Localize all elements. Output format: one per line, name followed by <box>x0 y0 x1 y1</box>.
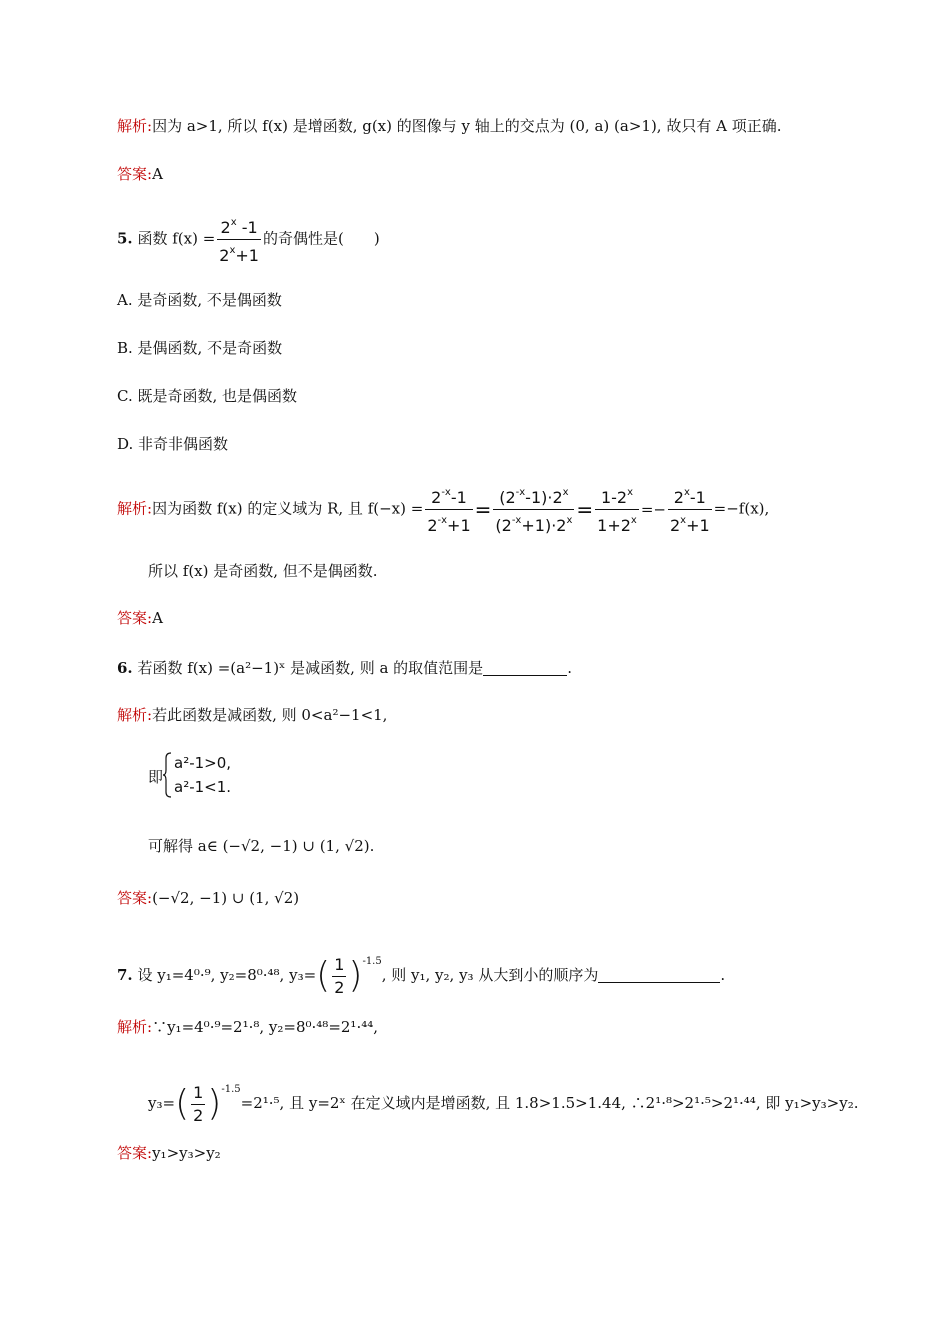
q6-analysis: 解析:若此函数是减函数, 则 0<a²−1<1, <box>117 706 388 724</box>
analysis-line2-after: =2¹·⁵, 且 y=2ˣ 在定义域内是增函数, 且 1.8>1.5>1.44, ∴2¹·⁸>2¹·⁵>2¹·⁴⁴, 即 y₁>y₃>y₂. <box>240 1094 859 1112</box>
question-number: 7. <box>117 966 133 984</box>
brace-icon <box>162 752 172 798</box>
answer-blank <box>598 967 720 983</box>
option-d: D. 非奇非偶函数 <box>117 435 229 453</box>
analysis-label: 解析 <box>117 117 148 135</box>
answer-label: 答案 <box>117 165 148 183</box>
ji-label: 即 <box>148 768 164 786</box>
q4-answer: 答案:A <box>117 165 163 183</box>
q7-analysis-line1: 解析:∵y₁=4⁰·⁹=2¹·⁸, y₂=8⁰·⁴⁸=2¹·⁴⁴, <box>117 1018 379 1036</box>
stem-after: 的奇偶性是( ) <box>262 229 380 248</box>
power-label: -1.5 <box>362 956 382 967</box>
q6-answer: 答案:(−√2, −1) ∪ (1, √2) <box>117 889 300 907</box>
answer-label: 答案 <box>117 609 148 627</box>
option-b: B. 是偶函数, 不是奇函数 <box>117 339 283 357</box>
q5-analysis: 解析:因为函数 f(x) 的定义域为 R, 且 f(−x) = $\frac{2^{-x}-1}{2^{-x}+1}$ = $\frac{(2^{-x}-1)\cdot 2^x}{(2^{-x}+1)\cdot 2^x}$ = $\frac{1-2^x}{1+2^x}$ =− $\frac{2^x-1}{2^x+1}$ =−f(x), <box>117 482 769 532</box>
stem-text: 若函数 f(x) =(a²−1)ˣ 是减函数, 则 a 的取值范围是 <box>137 659 484 677</box>
stem-before: 设 y₁=4⁰·⁹, y₂=8⁰·⁴⁸, y₃= <box>137 966 317 984</box>
q5-answer: 答案:A <box>117 609 163 627</box>
analysis-line2-before: y₃= <box>148 1094 176 1112</box>
option-a: A. 是奇函数, 不是偶函数 <box>117 291 282 309</box>
analysis-label: 解析 <box>117 706 148 724</box>
system-row-1: a²-1>0, <box>174 754 232 772</box>
analysis-text: ∵y₁=4⁰·⁹=2¹·⁸, y₂=8⁰·⁴⁸=2¹·⁴⁴, <box>152 1018 379 1036</box>
q5-conclusion: 所以 f(x) 是奇函数, 但不是偶函数. <box>148 562 378 580</box>
answer-label: 答案 <box>117 1144 148 1162</box>
stem-after: , 则 y₁, y₂, y₃ 从大到小的顺序为 <box>381 966 599 984</box>
analysis-text: 若此函数是减函数, 则 0<a²−1<1, <box>152 706 388 724</box>
analysis-text: 因为 a>1, 所以 f(x) 是增函数, g(x) 的图像与 y 轴上的交点为 (0, a) (a>1), 故只有 A 项正确. <box>152 117 782 135</box>
half-fraction: $\frac{1}{2}$ <box>334 954 345 997</box>
q7-answer: 答案:y₁>y₃>y₂ <box>117 1144 221 1162</box>
power-label: -1.5 <box>221 1084 241 1095</box>
answer-label: 答案 <box>117 889 148 907</box>
fraction-step-4: $\frac{2^x-1}{2^x+1}$ <box>668 482 712 537</box>
analysis-label: 解析 <box>117 1018 148 1036</box>
analysis-prefix: 因为函数 f(x) 的定义域为 R, 且 f(−x) = <box>152 499 424 518</box>
option-c: C. 既是奇函数, 也是偶函数 <box>117 387 298 405</box>
q6-stem: 6. 若函数 f(x) =(a²−1)ˣ 是减函数, 则 a 的取值范围是 . <box>117 659 572 677</box>
stem-before: 函数 f(x) = <box>137 229 216 248</box>
analysis-label: 解析 <box>117 499 148 518</box>
answer-value: A <box>152 609 163 627</box>
q7-analysis-line2: y₃=( $\frac{1}{2}$ )$^{-1.5}$=2¹·⁵, 且 y=2ˣ 在定义域内是增函数, 且 1.8>1.5>1.44, ∴2¹·⁸>2¹·⁵>2¹·⁴⁴, 即 y₁>y₃>y₂. <box>148 1082 859 1125</box>
q6-solution: 可解得 a∈ (−√2, −1) ∪ (1, √2). <box>148 837 375 855</box>
fraction-step-2: $\frac{(2^{-x}-1)\cdot 2^x}{(2^{-x}+1)\cdot 2^x}$ <box>493 482 574 537</box>
question-number: 5. <box>117 229 133 248</box>
fraction-step-1: $\frac{2^{-x}-1}{2^{-x}+1}$ <box>425 482 472 537</box>
half-fraction: $\frac{1}{2}$ <box>193 1082 204 1125</box>
analysis-suffix: =−f(x), <box>713 499 770 518</box>
answer-value: (−√2, −1) ∪ (1, √2) <box>152 889 300 907</box>
function-fraction: $\frac{2^x -1}{2^x+1}$ <box>217 212 261 267</box>
q5-stem <box>117 212 380 265</box>
q4-analysis: 解析:因为 a>1, 所以 f(x) 是增函数, g(x) 的图像与 y 轴上的交点为 (0, a) (a>1), 故只有 A 项正确. <box>117 117 782 135</box>
question-number: 6. <box>117 659 133 677</box>
answer-value: A <box>152 165 163 183</box>
system-row-2: a²-1<1. <box>174 778 232 796</box>
answer-value: y₁>y₃>y₂ <box>152 1144 221 1162</box>
fraction-step-3: $\frac{1-2^x}{1+2^x}$ <box>595 482 639 537</box>
answer-blank <box>483 660 567 676</box>
q7-stem: 7. 设 y₁=4⁰·⁹, y₂=8⁰·⁴⁸, y₃=( $\frac{1}{2}$ )$^{-1.5}$, 则 y₁, y₂, y₃ 从大到小的顺序为 . <box>117 954 726 997</box>
inequality-system <box>148 752 288 802</box>
